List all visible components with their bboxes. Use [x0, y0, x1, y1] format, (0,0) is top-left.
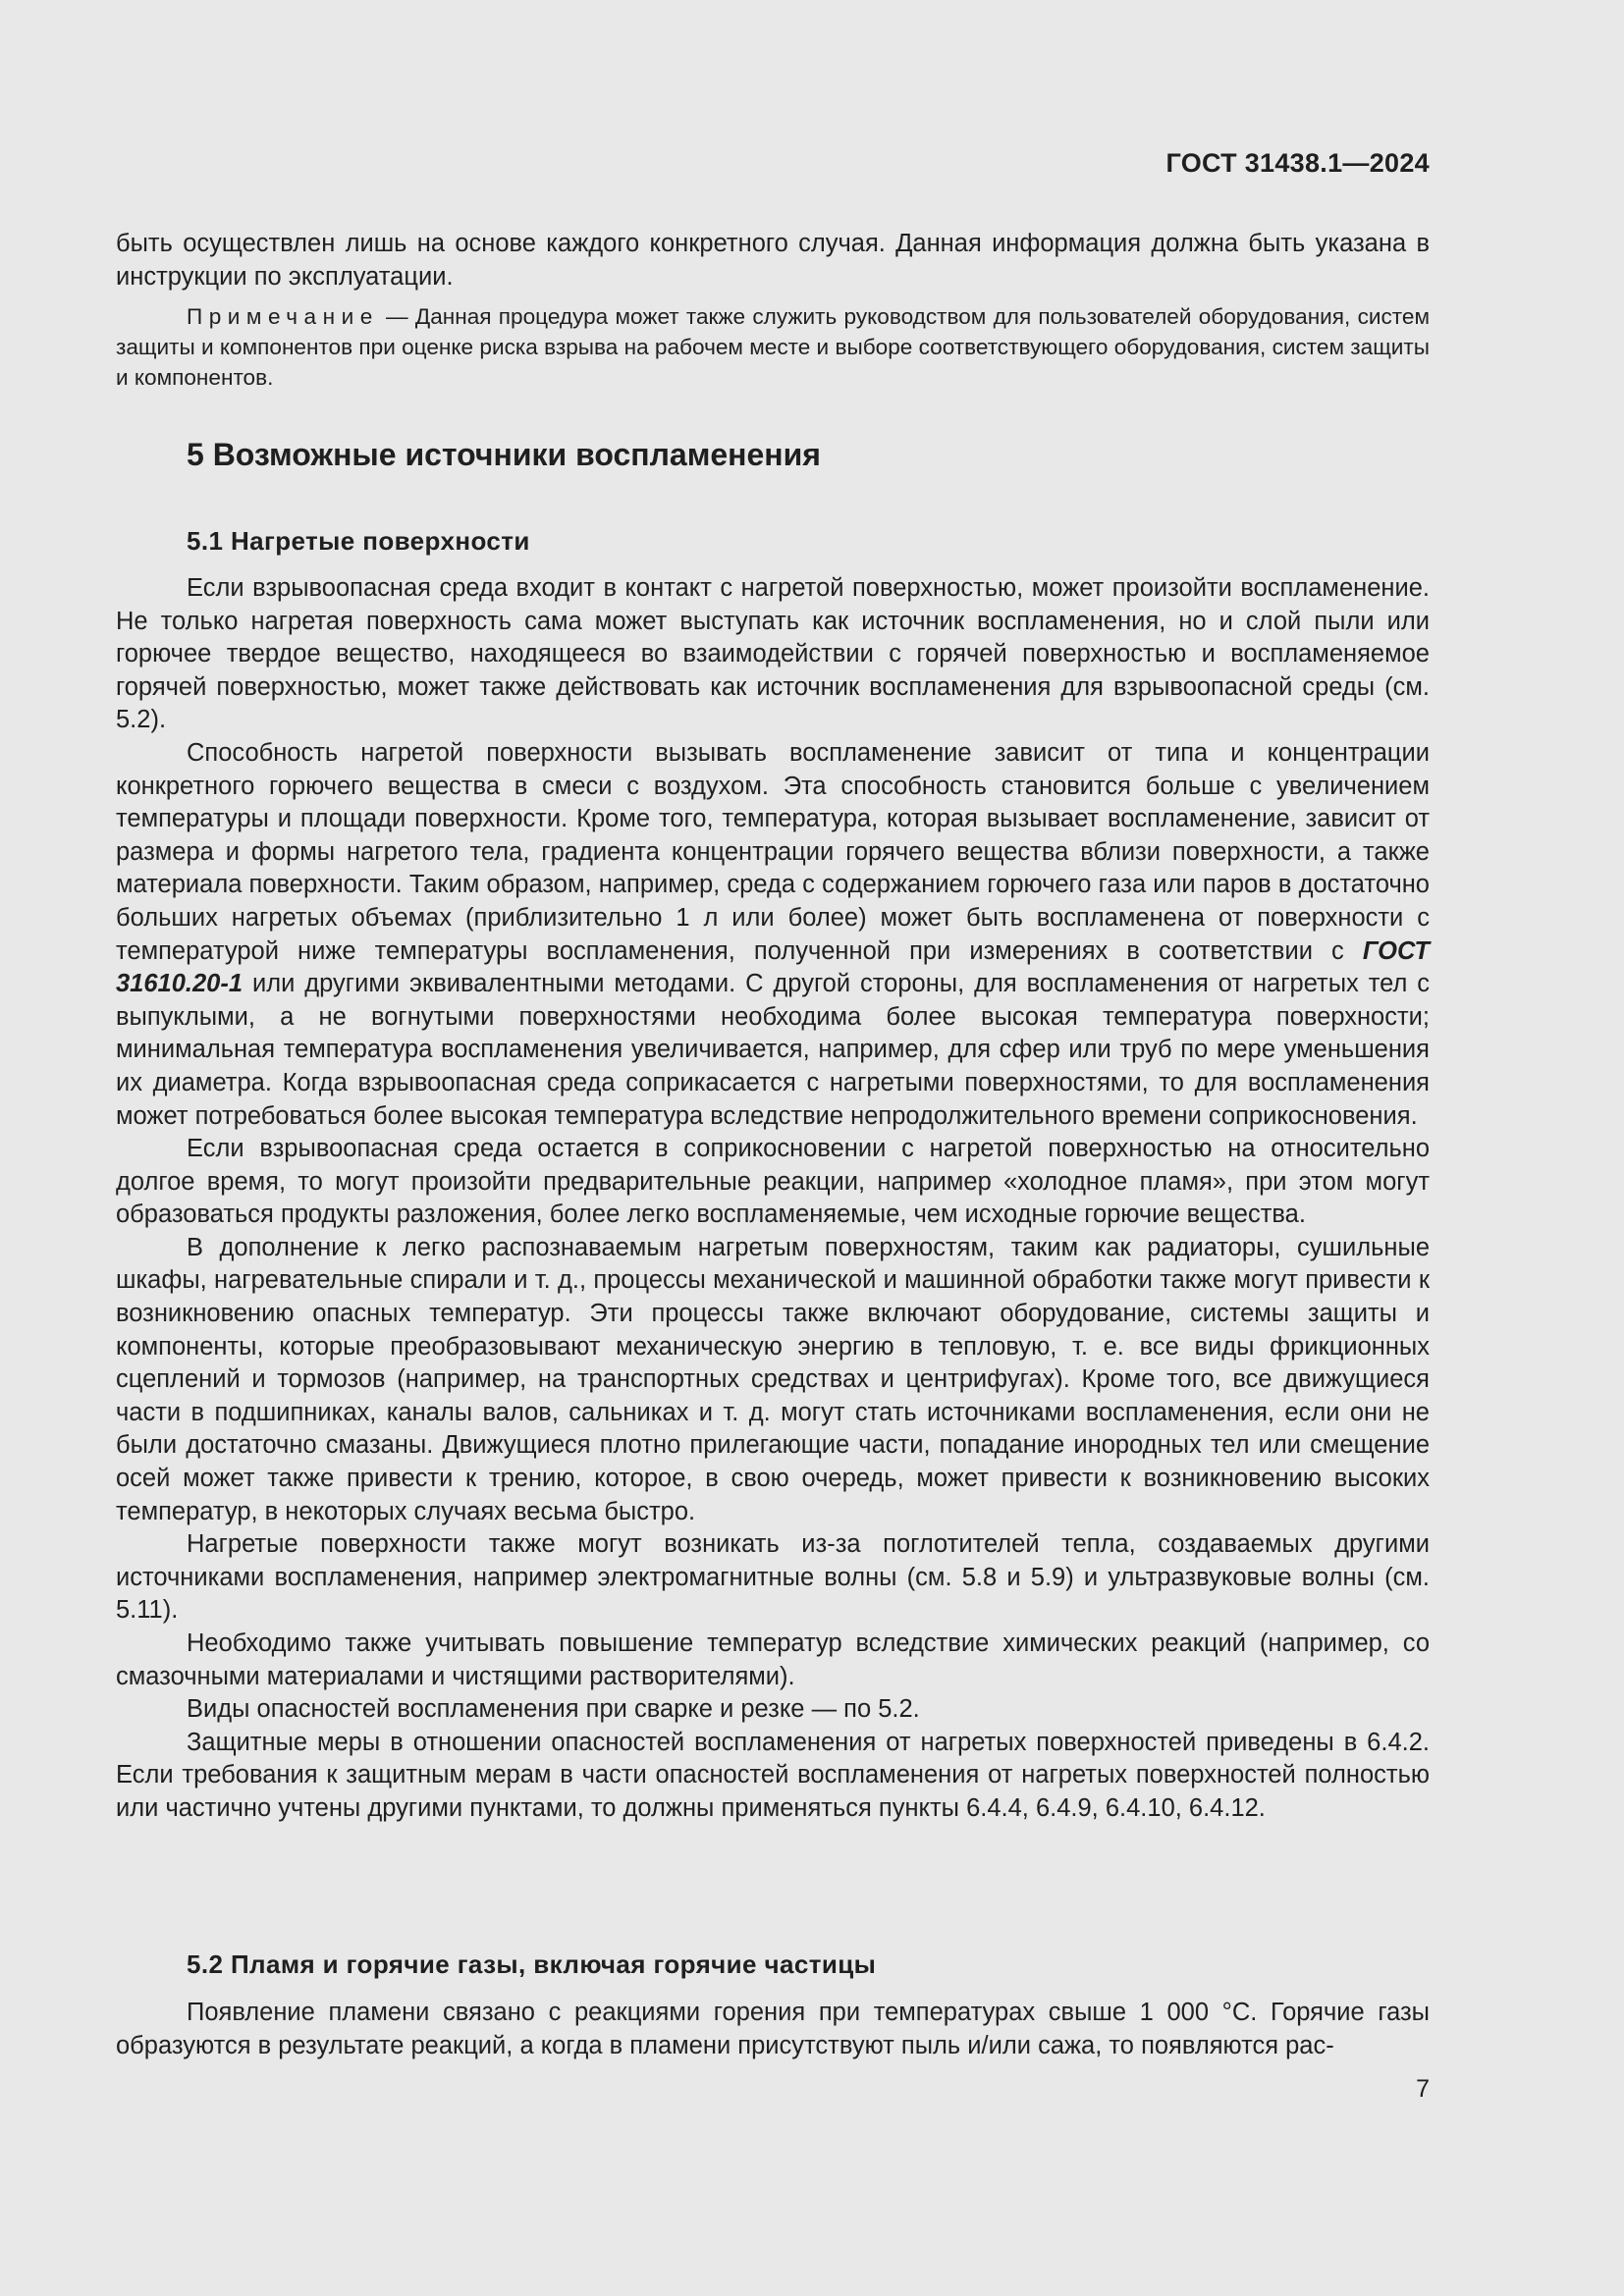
section-5-1-paragraph-7: Виды опасностей воспламенения при сварке и резке — по 5.2. [187, 1695, 920, 1724]
page-number: 7 [1416, 2075, 1430, 2103]
section-5-heading-block [116, 439, 1430, 472]
section-5-1-paragraph-5: Нагретые поверхности также могут возникать из-за поглотителей тепла, создаваемых другими источниками воспламенения, например электромагнитные волны (см. 5.8 и 5.9) и ультразвуковые волны (см. 5.11). [116, 1530, 1430, 1625]
intro-paragraph: быть осуществлен лишь на основе каждого конкретного случая. Данная информация должна быть указана в инструкции по эксплуатации. [116, 230, 1430, 291]
section-5-1-heading-block [116, 525, 1430, 559]
section-5-1-body [116, 572, 1430, 1826]
note-paragraph [116, 301, 1430, 393]
section-5-1-paragraph-2 [116, 737, 1430, 1133]
note-text: — Данная процедура может также служить руководством для пользователей оборудования, систем защиты и компонентов при оценке риска взрыва на рабочем месте и выборе соответствующего оборудования, систем защиты и компонентов. [116, 304, 1430, 391]
section-5-1-paragraph-1: Если взрывоопасная среда входит в контакт с нагретой поверхностью, может произойти воспламенение. Не только нагретая поверхность сама может выступать как источник воспламенения, но и слой пыли или горючее твердое вещество, находящееся во взаимодействии с горячей поверхностью и воспламеняемое горячей поверхностью, может также действовать как источник воспламенения для взрывоопасной среды (см. 5.2). [116, 574, 1430, 734]
section-5-1-heading: 5.1 Нагретые поверхности [187, 526, 530, 556]
section-5-1-paragraph-3: Если взрывоопасная среда остается в соприкосновении с нагретой поверхностью на относительно долгое время, то могут произойти предварительные реакции, например «холодное пламя», при этом могут образоваться продукты разложения, более легко воспламеняемые, чем исходные горючие вещества. [116, 1135, 1430, 1229]
paragraph-2-text-b: или другими эквивалентными методами. С другой стороны, для воспламенения от нагретых тел с выпуклыми, а не вогнутыми поверхностями необходима более высокая температура поверхности; минимальная температура воспламенения увеличивается, например, для сфер или труб по мере уменьшения их диаметра. Когда взрывоопасная среда соприкасается с нагретыми поверхностями, то для воспламенения может потребоваться более высокая температура вследствие непродолжительного времени соприкосновения. [116, 970, 1430, 1130]
section-5-1-paragraph-6: Необходимо также учитывать повышение температур вследствие химических реакций (например, со смазочными материалами и чистящими растворителями). [116, 1629, 1430, 1690]
section-5-1-paragraph-4: В дополнение к легко распознаваемым нагретым поверхностям, таким как радиаторы, сушильные шкафы, нагревательные спирали и т. д., процессы механической и машинной обработки также могут привести к возникновению опасных температур. Эти процессы также включают оборудование, системы защиты и компоненты, которые преобразовывают механическую энергию в тепловую, т. е. все виды фрикционных сцеплений и тормозов (например, на транспортных средствах и центрифугах). Кроме того, все движущиеся части в подшипниках, каналы валов, сальниках и т. д. могут стать источниками воспламенения, если они не были достаточно смазаны. Движущиеся плотно прилегающие части, попадание инородных тел или смещение осей может также привести к трению, которое, в свою очередь, может привести к возникновению высоких температур, в некоторых случаях весьма быстро. [116, 1233, 1430, 1525]
paragraph-2-text-a: Способность нагретой поверхности вызывать воспламенение зависит от типа и концентрации конкретного горючего вещества в смеси с воздухом. Эта способность становится больше с увеличением температуры и площади поверхности. Кроме того, температура, которая вызывает воспламенение, зависит от размера и формы нагретого тела, градиента концентрации горячего вещества вблизи поверхности, а также материала поверхности. Таким образом, например, среда с содержанием горючего газа или паров в достаточно больших нагретых объемах (приблизительно 1 л или более) может быть воспламенена от поверхности с температурой ниже температуры воспламенения, полученной при измерениях в соответствии с [116, 738, 1430, 965]
intro-block [116, 228, 1430, 393]
section-5-2-body [116, 1997, 1430, 2062]
section-5-2-heading-block [116, 1949, 1430, 1982]
section-5-heading: 5 Возможные источники воспламенения [187, 437, 821, 472]
section-5-2-paragraph-1: Появление пламени связано с реакциями горения при температурах свыше 1 000 °С. Горячие газы образуются в результате реакций, а когда в пламени присутствуют пыль и/или сажа, то появляются рас- [116, 1999, 1430, 2059]
note-label: Примечание [187, 304, 379, 330]
section-5-2-heading: 5.2 Пламя и горячие газы, включая горячие частицы [187, 1949, 877, 1979]
document-code-header: ГОСТ 31438.1—2024 [1165, 148, 1430, 178]
section-5-1-paragraph-8: Защитные меры в отношении опасностей воспламенения от нагретых поверхностей приведены в 6.4.2. Если требования к защитным мерам в части опасностей воспламенения от нагретых поверхностей полностью или частично учтены другими пунктами, то должны применяться пункты 6.4.4, 6.4.9, 6.4.10, 6.4.12. [116, 1728, 1430, 1822]
standard-reference: ГОСТ 31610.20-1 [116, 936, 1430, 998]
